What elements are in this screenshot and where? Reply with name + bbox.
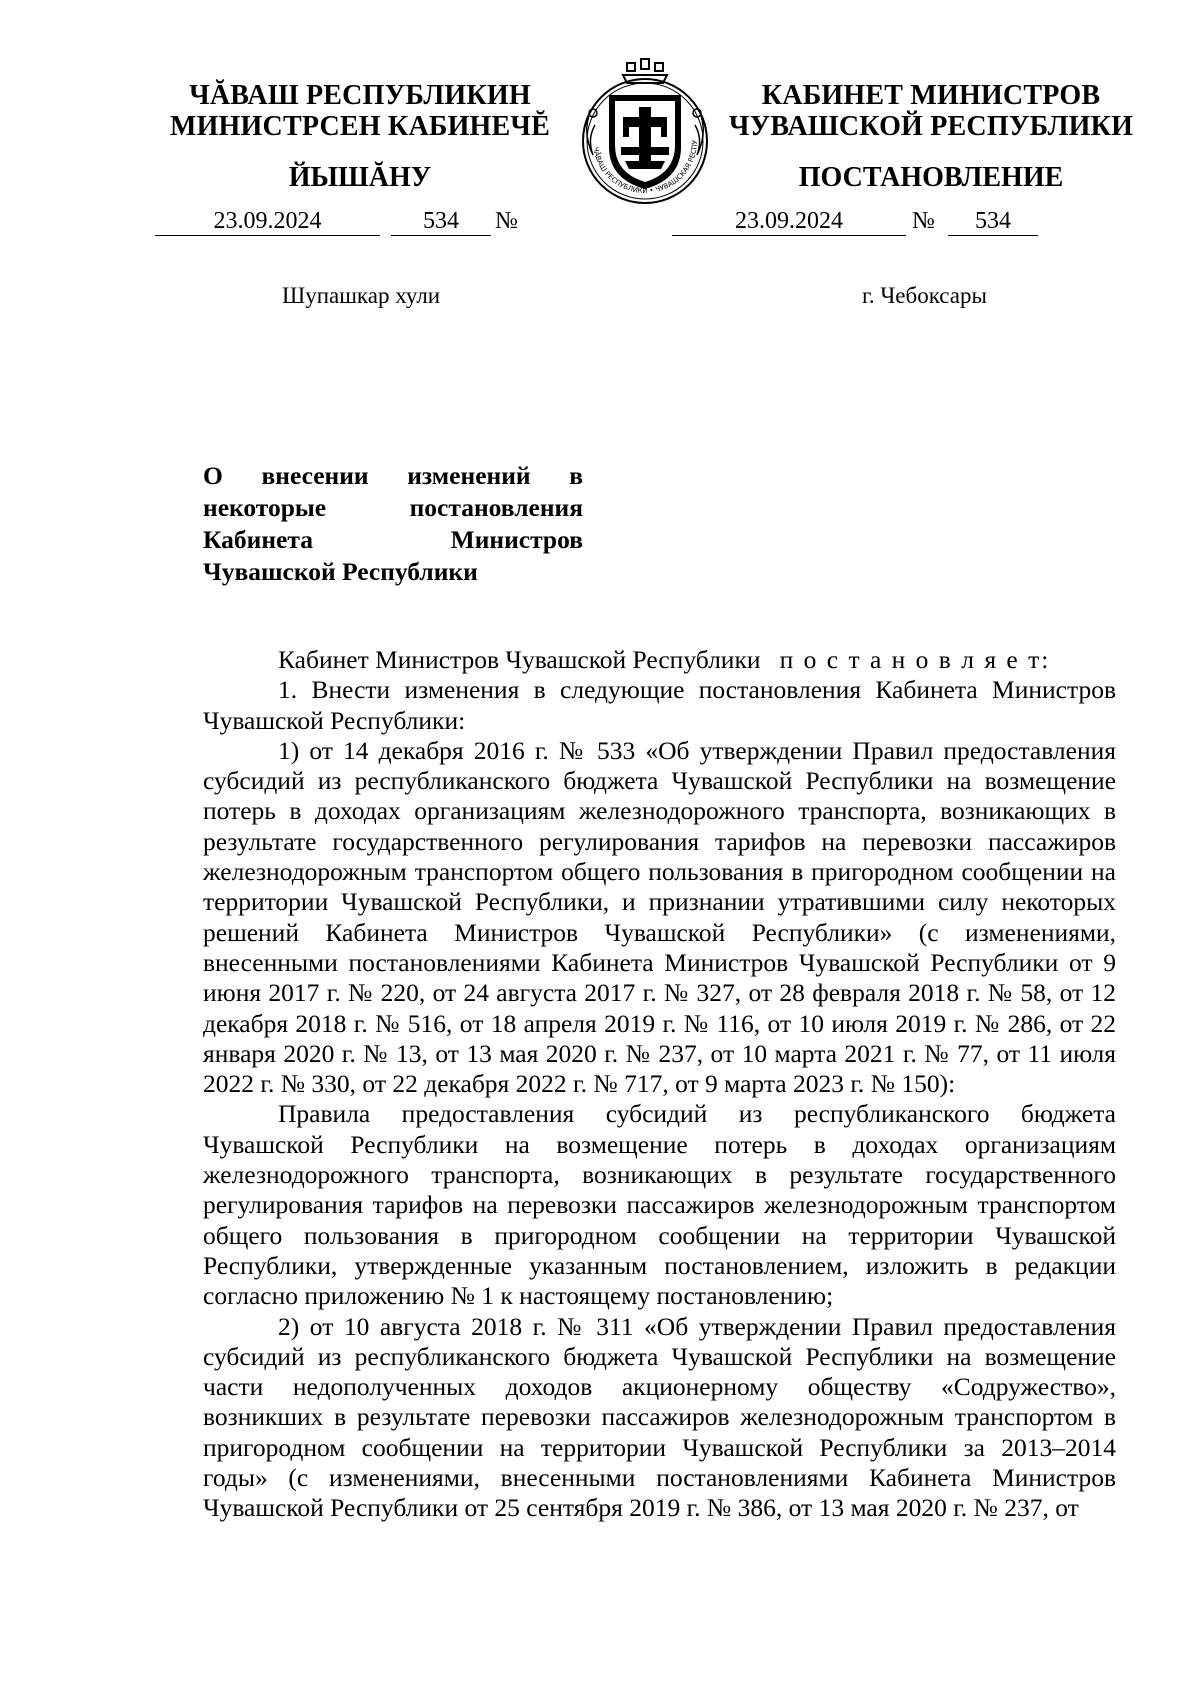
right-date-number-row	[672, 207, 1132, 237]
paragraph-item-2: 2) от 10 августа 2018 г. № 311 «Об утверждении Правил предоставления субсидий из республиканского бюджета Чувашской Республики на возмещение части недополученных доходов акционерному обществу «Содружество», возникших в результате перевозки пассажиров железнодорожным транспортом в пригородном сообщении на территории Чувашской Республики за 2013–2014 годы» (с изменениями, внесенными постановлениями Кабинета Министров Чувашской Республики от 25 сентября 2019 г. № 386, от 13 мая 2020 г. № 237, от	[203, 1311, 1116, 1523]
left-number-sign: №	[495, 208, 518, 234]
header-right-line1: КАБИНЕТ МИНИСТРОВ	[761, 80, 1101, 111]
right-number-sign: №	[912, 208, 935, 234]
intro-text: Кабинет Министров Чувашской Республики	[278, 645, 761, 674]
left-number-field: 534	[391, 207, 491, 236]
header-left-line2: МИНИСТРСЕН КАБИНЕЧĔ	[169, 111, 551, 142]
header-right-doc-type: ПОСТАНОВЛЕНИЕ	[798, 162, 1064, 193]
right-date-field: 23.09.2024	[672, 207, 906, 236]
emblem-ring-text: ЧĂВАШ РЕСПУБЛИКИ • ЧУВАШСКАЯ РЕСПУ	[591, 140, 700, 196]
left-date-field: 23.09.2024	[155, 207, 380, 236]
paragraph-rules: Правила предоставления субсидий из республиканского бюджета Чувашской Республики на возмещение потерь в доходах организациям железнодорожного транспорта, возникающих в результате государственного регулирования тарифов на перевозки пассажиров железнодорожным транспортом общего пользования в пригородном сообщении на территории Чувашской Республики, утвержденные указанным постановлением, изложить в редакции согласно приложению № 1 к настоящему постановлению;	[203, 1099, 1116, 1311]
header-right-line2: ЧУВАШСКОЙ РЕСПУБЛИКИ	[728, 111, 1134, 142]
header-left-line1: ЧĂВАШ РЕСПУБЛИКИН	[189, 80, 531, 111]
paragraph-item-1: 1) от 14 декабря 2016 г. № 533 «Об утверждении Правил предоставления субсидий из республиканского бюджета Чувашской Республики на возмещение потерь в доходах организациям железнодорожного транспорта, возникающих в результате государственного регулирования тарифов на перевозки пассажиров железнодорожным транспортом общего пользования в пригородном сообщении на территории Чувашской Республики, и признании утратившими силу некоторых решений Кабинета Министров Чувашской Республики» (с изменениями, внесенными постановлениями Кабинета Министров Чувашской Республики от 9 июня 2017 г. № 220, от 24 августа 2017 г. № 327, от 28 февраля 2018 г. № 58, от 12 декабря 2018 г. № 516, от 18 апреля 2019 г. № 116, от 10 июля 2019 г. № 286, от 22 января 2020 г. № 13, от 13 мая 2020 г. № 237, от 10 марта 2021 г. № 77, от 11 июля 2022 г. № 330, от 22 декабря 2022 г. № 717, от 9 марта 2023 г. № 150):	[203, 735, 1116, 1099]
header-left-doc-type: ЙЫШĂНУ	[288, 162, 432, 193]
city-chuvash: Шупашкар хули	[282, 283, 441, 308]
right-number-field: 534	[948, 207, 1038, 236]
paragraph-1: 1. Внести изменения в следующие постановления Кабинета Министров Чувашской Республики:	[203, 675, 1116, 735]
left-date-number-row	[155, 207, 555, 237]
document-subject: О внесении изменений в некоторые постановления Кабинета Министров Чувашской Республики	[203, 461, 583, 586]
intro-paragraph	[203, 645, 1116, 675]
city-russian: г. Чебоксары	[862, 283, 987, 308]
intro-verb: п о с т а н о в л я е т:	[779, 645, 1051, 674]
header-right-title	[712, 80, 1150, 142]
header-left-title	[150, 80, 570, 142]
document-body	[203, 645, 1116, 1524]
coat-of-arms-icon	[565, 55, 725, 205]
